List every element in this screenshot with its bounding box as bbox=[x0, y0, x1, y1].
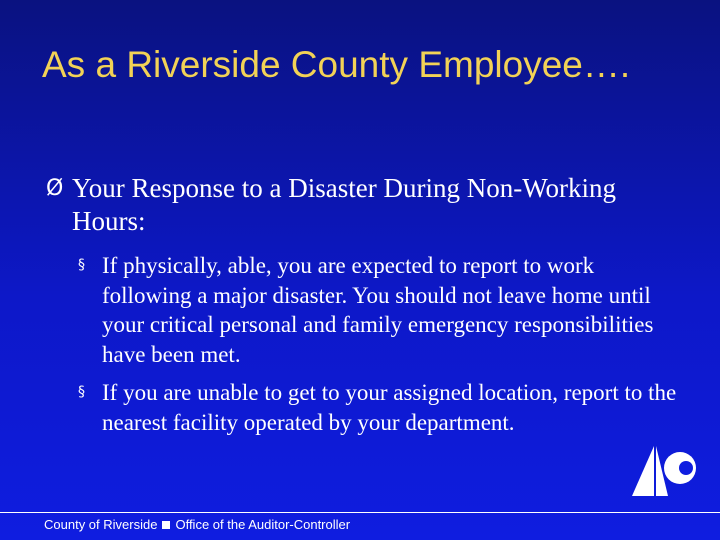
main-bullet bbox=[46, 172, 686, 238]
arrow-bullet-icon: Ø bbox=[46, 176, 64, 201]
sub-bullet-1 bbox=[78, 251, 678, 369]
square-separator-icon bbox=[162, 521, 170, 529]
footer-office: Office of the Auditor-Controller bbox=[175, 517, 351, 532]
main-bullet-text: Your Response to a Disaster During Non-Working Hours: bbox=[72, 173, 617, 236]
footer-divider bbox=[0, 512, 720, 513]
sub-bullet-text: If you are unable to get to your assigned location, report to the nearest facility operated by your department. bbox=[102, 380, 677, 435]
sub-bullet-2 bbox=[78, 378, 678, 437]
slide-title: As a Riverside County Employee…. bbox=[42, 44, 631, 85]
square-bullet-icon: § bbox=[78, 384, 85, 400]
sub-bullet-text: If physically, able, you are expected to report to work following a major disaster. You should not leave home until your critical personal and family emergency responsibilities have been met. bbox=[102, 253, 654, 367]
square-bullet-icon: § bbox=[78, 257, 85, 273]
footer bbox=[44, 517, 350, 532]
footer-county: County of Riverside bbox=[44, 517, 158, 532]
auditor-controller-logo-icon bbox=[628, 442, 698, 498]
